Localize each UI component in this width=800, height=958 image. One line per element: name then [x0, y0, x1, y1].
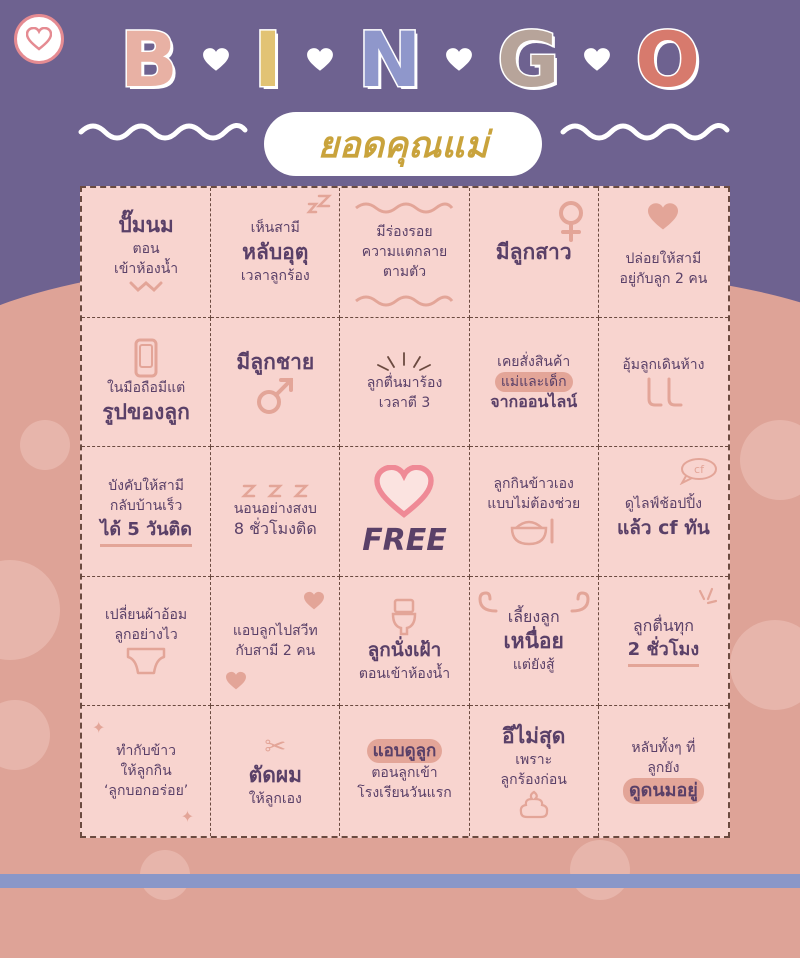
cell-line: เพราะ: [515, 752, 553, 769]
cell-line: ‘ลูกบอกอร่อย’: [103, 783, 189, 800]
bingo-cell-r4c3[interactable]: [340, 577, 469, 707]
bingo-cell-r5c4[interactable]: [470, 706, 599, 836]
cell-line: เหนื่อย: [503, 629, 564, 654]
bingo-cell-r5c5[interactable]: [599, 706, 728, 836]
cell-line: ให้ลูกกิน: [120, 763, 172, 780]
cell-line: เวลาลูกร้อง: [240, 268, 310, 285]
subtitle-text: ยอดคุณแม่: [317, 124, 489, 166]
heart-icon: [225, 671, 247, 691]
toilet-icon: [389, 598, 419, 636]
title-letter-o: O: [635, 15, 700, 104]
cell-line: ลูกร้องก่อน: [500, 772, 567, 789]
cell-line: อยู่กับลูก 2 คน: [619, 271, 708, 288]
subtitle-pill: [264, 112, 542, 176]
bingo-cell-r5c3[interactable]: [340, 706, 469, 836]
cell-line: ตามตัว: [382, 264, 427, 281]
feet-icon: [641, 375, 685, 409]
cell-line: ทำกับข้าว: [116, 743, 176, 760]
cell-line: ลูกนั่งเฝ้า: [367, 639, 442, 662]
cell-line: รูปของลูก: [102, 399, 190, 424]
bingo-cell-r2c4[interactable]: [470, 318, 599, 448]
cell-line: หลับทั้งๆ ที่: [631, 740, 696, 757]
cell-line: มีลูกชาย: [236, 349, 315, 374]
bingo-cell-r1c5[interactable]: [599, 188, 728, 318]
cell-line: จากออนไลน์: [490, 391, 578, 411]
bingo-cell-r5c2[interactable]: [211, 706, 340, 836]
cell-line: เลี้ยงลูก: [507, 607, 560, 627]
cell-line: ตอน: [132, 241, 160, 258]
bingo-cell-r3c2[interactable]: [211, 447, 340, 577]
wave-line-icon: [354, 200, 454, 214]
cell-line: นอนอย่างสงบ: [233, 501, 317, 518]
heart-logo: [14, 14, 64, 64]
cell-line: แต่ยังสู้: [512, 657, 555, 674]
bingo-cell-r1c4[interactable]: [470, 188, 599, 318]
bottom-stripe: [0, 874, 800, 888]
bingo-cell-r3c5[interactable]: [599, 447, 728, 577]
bingo-cell-r2c2[interactable]: [211, 318, 340, 448]
cell-line: บังคับให้สามี: [108, 477, 184, 494]
bingo-cell-r4c2[interactable]: [211, 577, 340, 707]
cell-line: ลูกอย่างไว: [114, 627, 178, 644]
cell-line: ตอนลูกเข้า: [371, 765, 438, 782]
sleep-z-icon: [305, 194, 333, 216]
bingo-cell-r2c3[interactable]: [340, 318, 469, 448]
cell-line: เข้าห้องน้ำ: [114, 261, 179, 278]
cell-line: ลูกยัง: [647, 760, 680, 777]
zigzag-icon: [129, 279, 163, 293]
heart-icon: [583, 46, 611, 74]
cell-line: กับสามี 2 คน: [235, 643, 316, 660]
sparkle-icon: ✦: [92, 718, 106, 738]
cell-line: เปลี่ยนผ้าอ้อม: [105, 607, 188, 624]
bingo-cell-r2c5[interactable]: [599, 318, 728, 448]
cell-line: ได้ 5 วันติด: [100, 516, 192, 547]
bingo-cell-r4c5[interactable]: [599, 577, 728, 707]
rice-bowl-icon: [506, 514, 562, 548]
bingo-cell-r4c4[interactable]: [470, 577, 599, 707]
decor-dot: [20, 420, 70, 470]
cell-line: 2 ชั่วโมง: [628, 636, 699, 667]
alarm-rays-icon: [694, 587, 718, 611]
bingo-cell-r1c2[interactable]: [211, 188, 340, 318]
bingo-cell-r2c1[interactable]: [82, 318, 211, 448]
heart-outline-icon: [374, 465, 434, 519]
cell-line: ตัดผม: [248, 763, 302, 788]
cell-line: ปล่อยให้สามี: [625, 251, 702, 268]
squiggle-left: [78, 118, 248, 144]
bingo-grid: [80, 186, 730, 838]
heart-icon: [303, 591, 325, 611]
bubble-label: cf: [694, 463, 704, 477]
cell-line: แอบลูกไปสวีท: [232, 623, 318, 640]
cell-line: 8 ชั่วโมงติด: [233, 519, 317, 539]
cell-line: แล้ว cf ทัน: [616, 517, 710, 540]
female-symbol-icon: [556, 200, 586, 242]
wave-line-icon: [354, 293, 454, 307]
heart-outline-icon: [26, 27, 52, 51]
title-letter-i: I: [253, 15, 282, 104]
cell-line: หลับอุตุ: [242, 240, 309, 265]
title-letter-b: B: [120, 15, 178, 104]
cell-line: ตอนเข้าห้องน้ำ: [358, 666, 451, 683]
cell-line: ดูดนมอยู่: [623, 778, 704, 804]
cell-line: ลูกตื่นมาร้อง: [366, 374, 443, 391]
heart-icon: [306, 46, 334, 74]
flex-arm-right-icon: [568, 589, 592, 615]
heart-icon: [202, 46, 230, 74]
male-symbol-icon: [255, 376, 295, 416]
cell-line: ดูไลฟ์ช้อปปิ้ง: [624, 496, 702, 513]
alarm-rays-icon: [374, 351, 434, 373]
cell-line: มีลูกสาว: [495, 240, 572, 265]
bingo-cell-r5c1[interactable]: [82, 706, 211, 836]
bingo-cell-r3c3-free[interactable]: [340, 447, 469, 577]
bingo-cell-r1c1[interactable]: [82, 188, 211, 318]
title-letter-n: N: [357, 15, 422, 104]
squiggle-right: [560, 118, 730, 144]
cell-line: ในมือถือมีแต่: [106, 379, 186, 396]
decor-dot: [570, 840, 630, 900]
bingo-cell-r4c1[interactable]: [82, 577, 211, 707]
cell-line: กลับบ้านเร็ว: [109, 497, 183, 514]
cell-line: แม่และเด็ก: [495, 372, 573, 392]
title-letter-g: G: [497, 15, 560, 104]
bingo-cell-r3c4[interactable]: [470, 447, 599, 577]
bingo-title: [120, 15, 700, 104]
cell-line: ปั๊มนม: [118, 213, 174, 238]
cell-line: มีร่องรอย: [376, 224, 433, 241]
diaper-icon: [124, 645, 168, 677]
cell-line: แอบดูลูก: [367, 739, 443, 763]
cell-line: อุ้มลูกเดินห้าง: [622, 356, 705, 373]
speech-bubble-icon: [678, 457, 718, 485]
sparkle-icon: ✦: [180, 807, 195, 826]
cell-line: ลูกกินข้าวเอง: [493, 476, 574, 493]
sleep-z-icon: [240, 483, 310, 499]
cell-line: อึไม่สุด: [501, 724, 566, 749]
bingo-cell-r1c3[interactable]: [340, 188, 469, 318]
cell-line: ความแตกลาย: [361, 244, 448, 261]
cell-line: ให้ลูกเอง: [248, 791, 302, 808]
cell-line: เห็นสามี: [250, 220, 300, 237]
flex-arm-left-icon: [476, 589, 500, 615]
free-label: FREE: [362, 522, 447, 558]
cell-line: เวลาตี 3: [378, 394, 431, 411]
heart-icon: [445, 46, 473, 74]
cell-line: แบบไม่ต้องช่วย: [487, 496, 581, 513]
heart-icon: [646, 202, 680, 232]
cell-line: เคยสั่งสินค้า: [497, 353, 571, 370]
scissors-icon: ✂: [264, 732, 287, 763]
poop-icon: [517, 790, 551, 820]
bingo-cell-r3c1[interactable]: [82, 447, 211, 577]
phone-icon: [133, 338, 159, 378]
cell-line: ลูกตื่นทุก: [632, 615, 694, 635]
cell-line: โรงเรียนวันแรก: [357, 785, 452, 802]
